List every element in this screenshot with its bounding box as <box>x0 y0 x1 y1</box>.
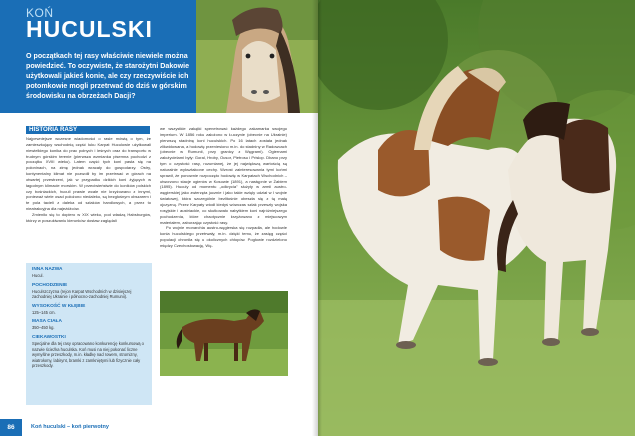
right-page-photo <box>318 0 635 436</box>
fact-value: Hucul. <box>32 273 44 278</box>
fact-label: CIEKAWOSTKI <box>32 334 66 340</box>
fact-value: 125–145 cm. <box>32 309 56 315</box>
header-banner <box>0 0 196 113</box>
paragraph: Najpewniejsze wczesne wiadomości o rasie mówią o tym, że zamieszkujący wschodnią część łuku Karpat Huculowie użytkowali niewielkiego konika do prac polnych i leśnych oraz do transportu w trudnym górskim terenie (pierwsza wzmianka pisemna pochodzi z początku XVIII wieku). Latem część tych koni pasła się na połoninach, na zimę jednak wracały do gospodarzy. Ostry, kontynentalny klimat nie pozwolił by im przetrwać w górach na otwartej przestrzeni, jak w przypadku dzikich koni żyjących w łagodnym klimacie morskim. W przeciwieństwie do koników polskich czy bośniackich, huculi prawie wcale nie krzyżowano z innymi, ponieważ wiele osad położono niedaleko, są bezgłośnym obszarem i te pola tacieli z daleka od szlaków handlowych, a przez to nieatrakcyjna dla najeźdźców. <box>26 136 151 212</box>
page-gutter <box>312 0 322 436</box>
fact-value: Specjalne dla tej rasy opracowano konkurencję konkursową o nazwie ścieżka huculska. Koń musi na niej pokonać liczne wymyślne przeszkody, m.in. kładkę nad rowem, stromizny, wiatrołomy, labirynt, bramki z zamkniętymi lub fizycznie cały przeszkody. <box>32 340 144 369</box>
horse-meadow-photo <box>160 291 288 376</box>
fact-value: 350–450 kg. <box>32 325 55 331</box>
fact-label: WYSOKOŚĆ W KŁĘBIE <box>32 303 86 309</box>
running-title: Koń huculski – koń pierwotny <box>31 424 109 430</box>
paragraph: we wszystkie zakątki spenetrować każdego zakamarka swojego imperium. W 1856 roku założono w Łuczynie (obecnie na Ukrainie) pierwszą stadninę koni huculskich. Po 16 latach została jednak zlikwidowana, a hodowlę przeniesiono m.in. do stadniny w Radowcach (obecnie w Rumunii, przy granicy z Węgrami). Ogiernami założycielami były: Goral, Hroby, Ousor, Pietrosu i Prislop. Dbano przy tym o czystość rasy, rozumianej, że jej największą wartością są naturalnie wykształcone cechy. Wzrost zainteresowania tymi końmi sprawił, że ponownie rozpoczęto hodowlę w Karpatach Wschodnich – utworzono stacje ogierów w Kosowie (1891), a następnie w Żabiem (1895). Huculy od momentu „odkrycia” służyły w armii austro-węgierskiej jako zwierzęta jucznie i jako takie wzięły udział w I wojnie światowej, która szczególnie bezlitośnie obeszła się z tą małą ojczyzną. Przez Karpaty wiodł kiedyś wówczas szlak przeszły wojska rosyjskie i austriackie, co skutkowało nabytkiem koni najróżniejszego pochodzenia, które chaotycznie krzyżowano z miejscowym materiałem, zaburzając czystość rasy. <box>160 126 287 225</box>
horse-portrait-photo <box>196 0 318 113</box>
lead-paragraph: O początkach tej rasy właściwie niewiele można powiedzieć. To oczywiste, że starożytni Dakowie użytkowali jakieś konie, ale czy rzeczywiście ich potomkowie mogli przetrwać do dziś w górskim środowisku na obrzeżach Dacji? <box>26 52 190 101</box>
fact-value: Huculszczyzna (rejon Karpat Wschodnich w dzisiejszej zachodniej Ukrainie i północno-zachodniej Rumunii). <box>32 288 132 300</box>
paragraph: Po wojnie monarchia austro-węgierska się rozpadła, ale hodowle konia huculskiego przetrwały, m.in. dzięki temu, że zasięg części populacji chroniła się u okolicznych chłopów. Pogłowie rozdzielono między Czechosłowację, Wę- <box>160 225 287 248</box>
text-column-2 <box>160 126 287 249</box>
fact-box <box>26 263 152 405</box>
fact-label: INNA NAZWA <box>32 267 63 272</box>
title-kicker: KOŃ <box>26 6 54 20</box>
page-title: HUCULSKI <box>26 16 153 42</box>
page-number: 86 <box>0 419 22 436</box>
text-column-1 <box>26 136 151 224</box>
section-heading: HISTORIA RASY <box>26 126 150 134</box>
paragraph: Zmieniło się to dopiero w XIX wieku, pod władzą Habsburgów, którzy w poszukiwaniu kierunków dostaw zaglądali <box>26 211 151 223</box>
fact-label: MASA CIAŁA <box>32 319 62 325</box>
fact-label: POCHODZENIE <box>32 282 68 288</box>
